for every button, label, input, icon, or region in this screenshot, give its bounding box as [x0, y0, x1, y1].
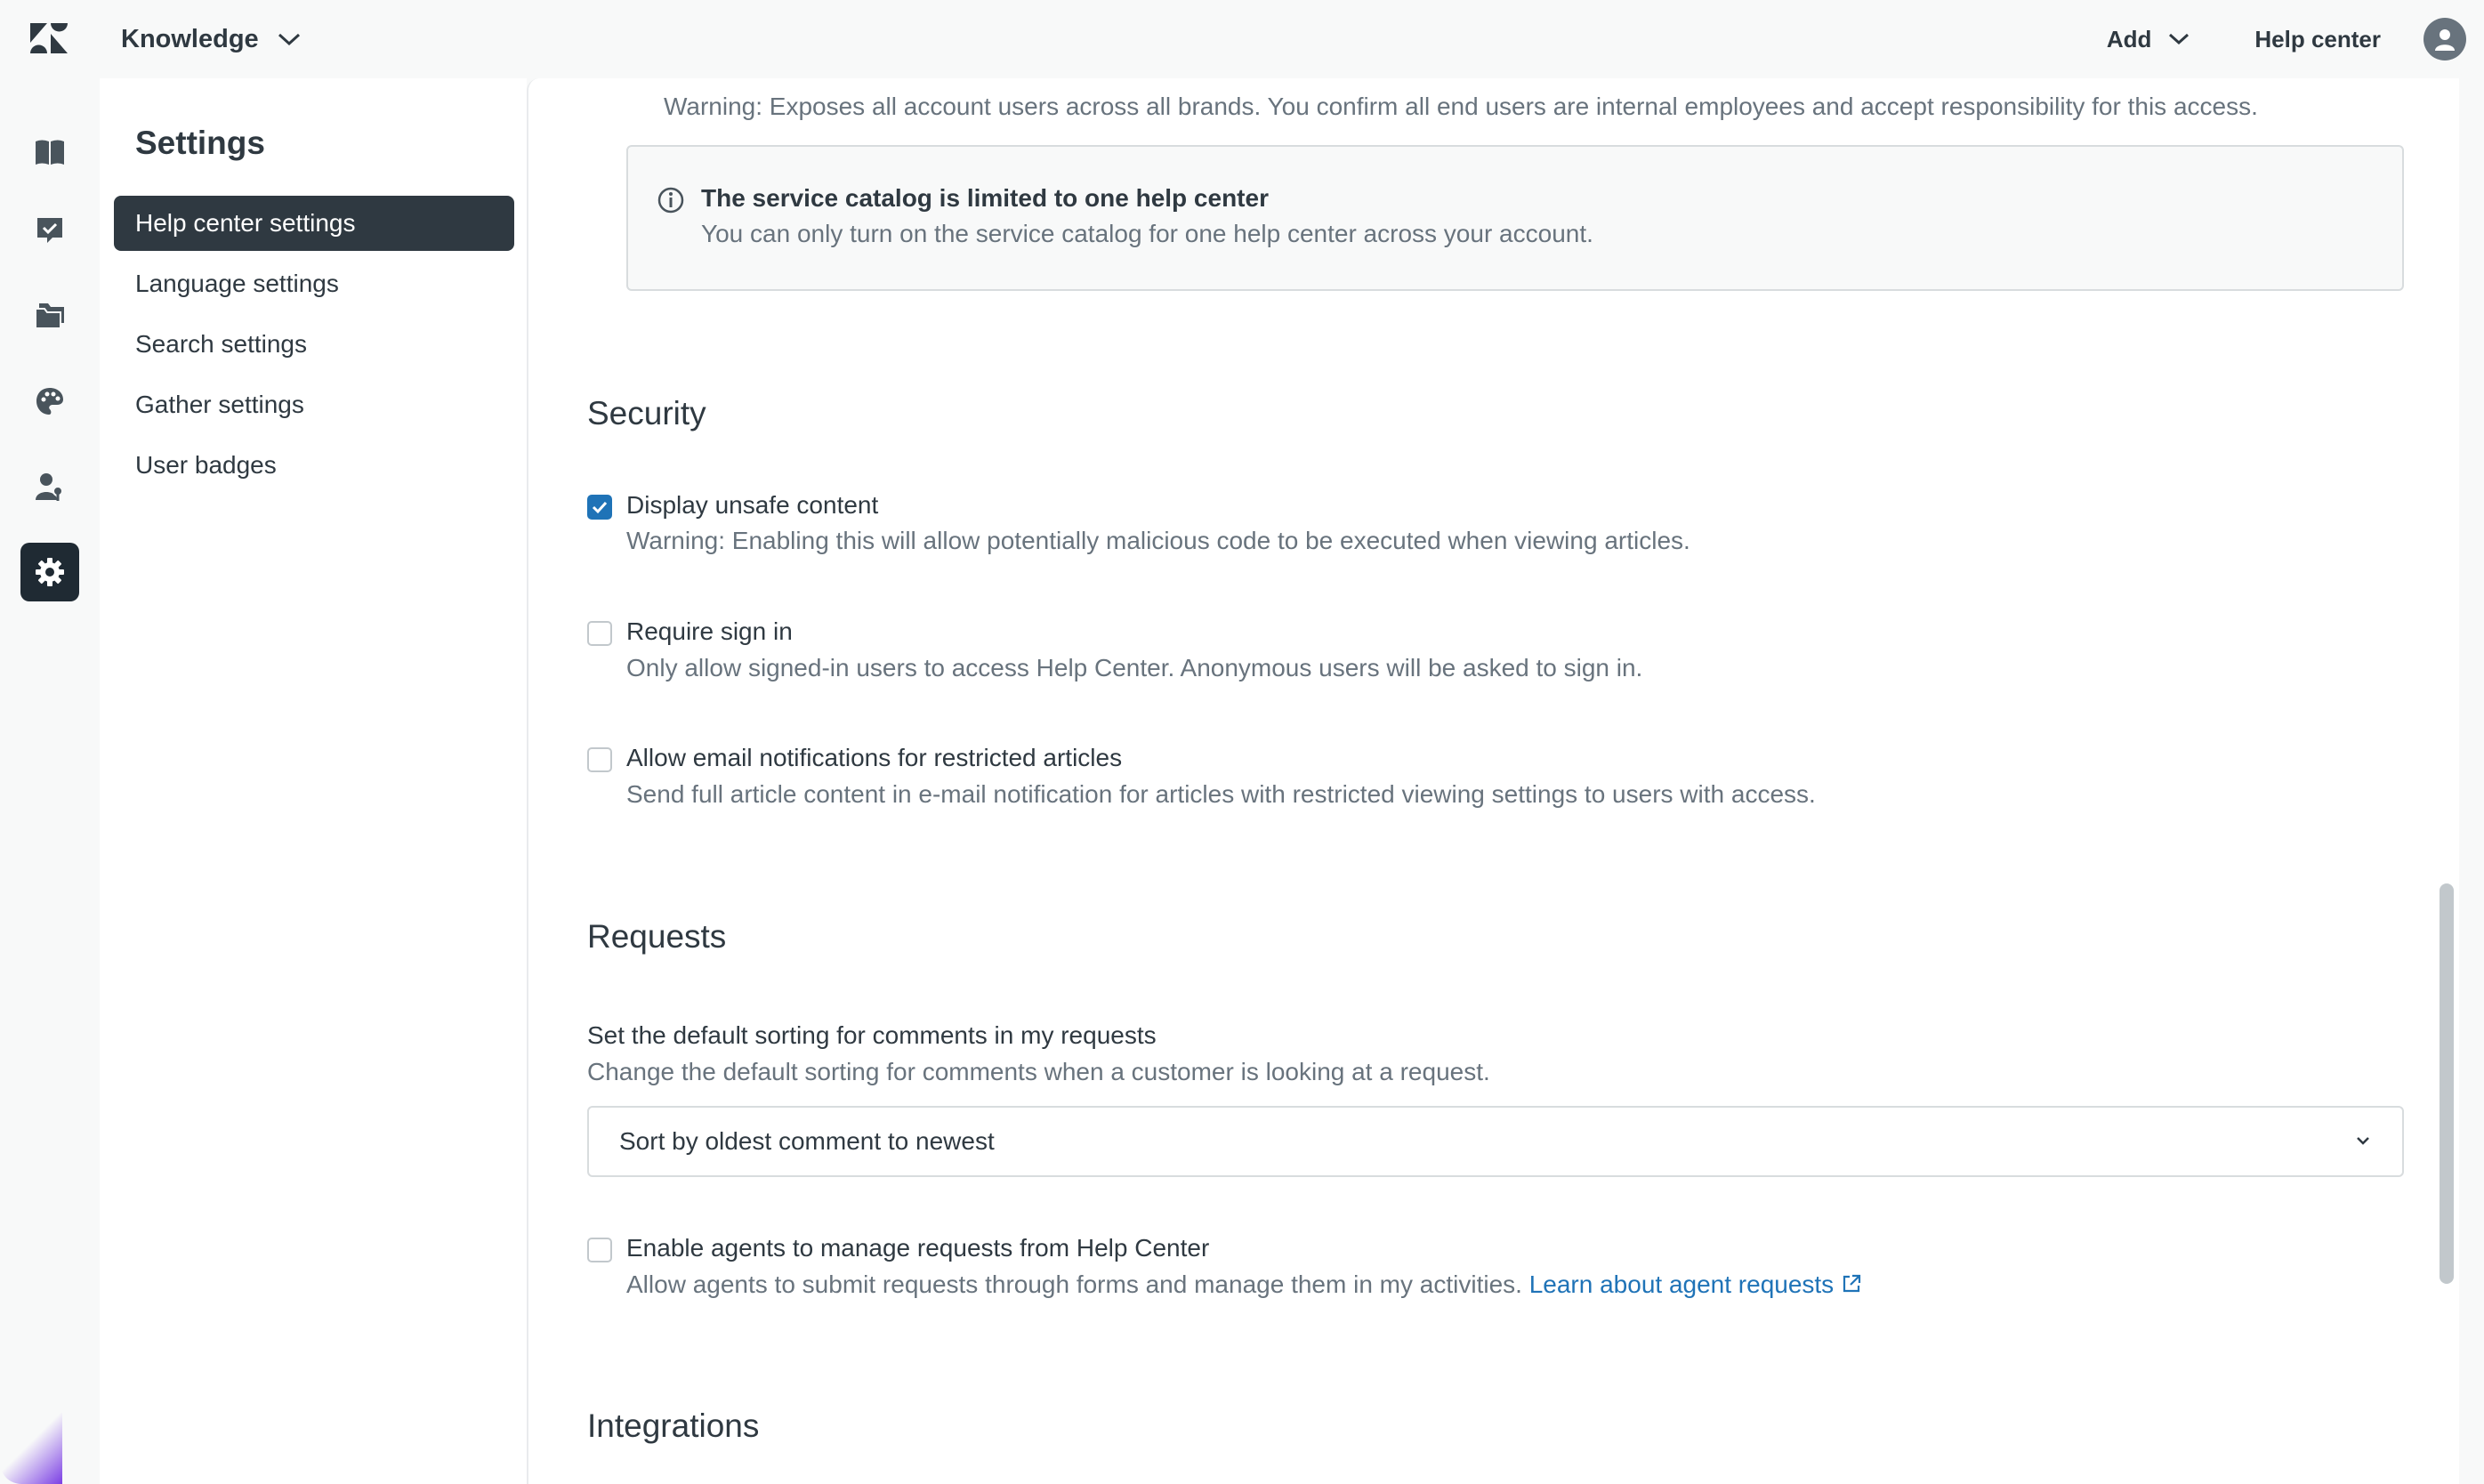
requests-heading: Requests: [587, 918, 727, 955]
nav-item-search-settings[interactable]: Search settings: [135, 330, 307, 358]
display-unsafe-content-checkbox[interactable]: [587, 495, 612, 520]
enable-agents-checkbox[interactable]: [587, 1238, 612, 1262]
book-icon: [34, 138, 66, 166]
require-sign-in-label: Require sign in: [626, 617, 793, 645]
zendesk-logo[interactable]: [30, 23, 68, 53]
ticket-icon: [35, 215, 65, 246]
settings-nav: [100, 78, 527, 1484]
check-icon: [592, 500, 608, 514]
enable-agents-hint-row: [626, 1270, 1862, 1299]
add-label: Add: [2106, 25, 2152, 52]
chevron-down-icon: [2354, 1134, 2372, 1147]
nav-item-user-badges[interactable]: User badges: [135, 451, 277, 479]
product-switcher[interactable]: [121, 21, 302, 57]
avatar[interactable]: [2424, 18, 2466, 60]
chevron-down-icon: [2167, 32, 2190, 46]
sort-comments-label: Set the default sorting for comments in my requests: [587, 1021, 1157, 1049]
folders-icon: [34, 302, 66, 330]
user-icon: [2433, 27, 2456, 52]
product-name: Knowledge: [121, 24, 259, 53]
user-permissions-icon: [35, 472, 65, 502]
integrations-heading: Integrations: [587, 1407, 760, 1444]
learn-agent-requests-label: Learn about agent requests: [1528, 1270, 1835, 1298]
require-sign-in-checkbox[interactable]: [587, 621, 612, 646]
rail-item-reviews[interactable]: [20, 201, 79, 260]
learn-agent-requests-link[interactable]: [1529, 1270, 1862, 1298]
display-unsafe-content-hint: Warning: Enabling this will allow potentially malicious code to be executed when viewing articles.: [626, 527, 1690, 554]
service-catalog-notice: [626, 145, 2404, 291]
email-notifications-hint: Send full article content in e-mail notification for articles with restricted viewing settings to users with access.: [626, 780, 1816, 808]
external-link-icon: [1841, 1273, 1862, 1294]
require-sign-in-hint: Only allow signed-in users to access Help Center. Anonymous users will be asked to sign in.: [626, 654, 1643, 682]
rail-item-customize[interactable]: [20, 372, 79, 431]
add-button[interactable]: [2107, 26, 2191, 53]
rail-item-user-permissions[interactable]: [20, 457, 79, 516]
top-warning-text: Warning: Exposes all account users across all brands. You confirm all end users are internal employees and accept responsibility for this access.: [664, 93, 2258, 120]
rail-item-articles[interactable]: [20, 123, 79, 181]
notice-body: You can only turn on the service catalog for one help center across your account.: [701, 220, 1593, 247]
nav-item-gather-settings[interactable]: Gather settings: [135, 391, 304, 418]
help-center-link[interactable]: Help center: [2254, 25, 2381, 52]
sort-comments-value: Sort by oldest comment to newest: [619, 1127, 995, 1155]
rail-item-arrange[interactable]: [20, 286, 79, 345]
gear-icon: [34, 556, 66, 588]
enable-agents-hint: Allow agents to submit requests through forms and manage them in my activities.: [626, 1270, 1522, 1298]
main-content: [527, 78, 2459, 1484]
info-icon: [657, 186, 685, 214]
nav-item-language-settings[interactable]: Language settings: [135, 270, 339, 297]
display-unsafe-content-label: Display unsafe content: [626, 491, 879, 519]
security-heading: Security: [587, 395, 706, 431]
scrollbar[interactable]: [2440, 883, 2454, 1284]
palette-icon: [35, 386, 65, 416]
rail-gradient: [0, 1413, 62, 1484]
nav-item-help-center-settings[interactable]: Help center settings: [114, 196, 514, 251]
sort-comments-hint: Change the default sorting for comments when a customer is looking at a request.: [587, 1058, 1490, 1085]
top-bar: [0, 0, 2484, 78]
rail-item-settings[interactable]: [20, 543, 79, 601]
notice-title: The service catalog is limited to one help center: [701, 184, 1269, 212]
sort-comments-select[interactable]: [587, 1106, 2404, 1177]
email-notifications-label: Allow email notifications for restricted articles: [626, 744, 1123, 771]
settings-title: Settings: [135, 125, 265, 161]
chevron-down-icon: [277, 31, 302, 47]
enable-agents-label: Enable agents to manage requests from Help Center: [626, 1234, 1210, 1262]
product-rail: [0, 78, 100, 1484]
email-notifications-checkbox[interactable]: [587, 747, 612, 772]
